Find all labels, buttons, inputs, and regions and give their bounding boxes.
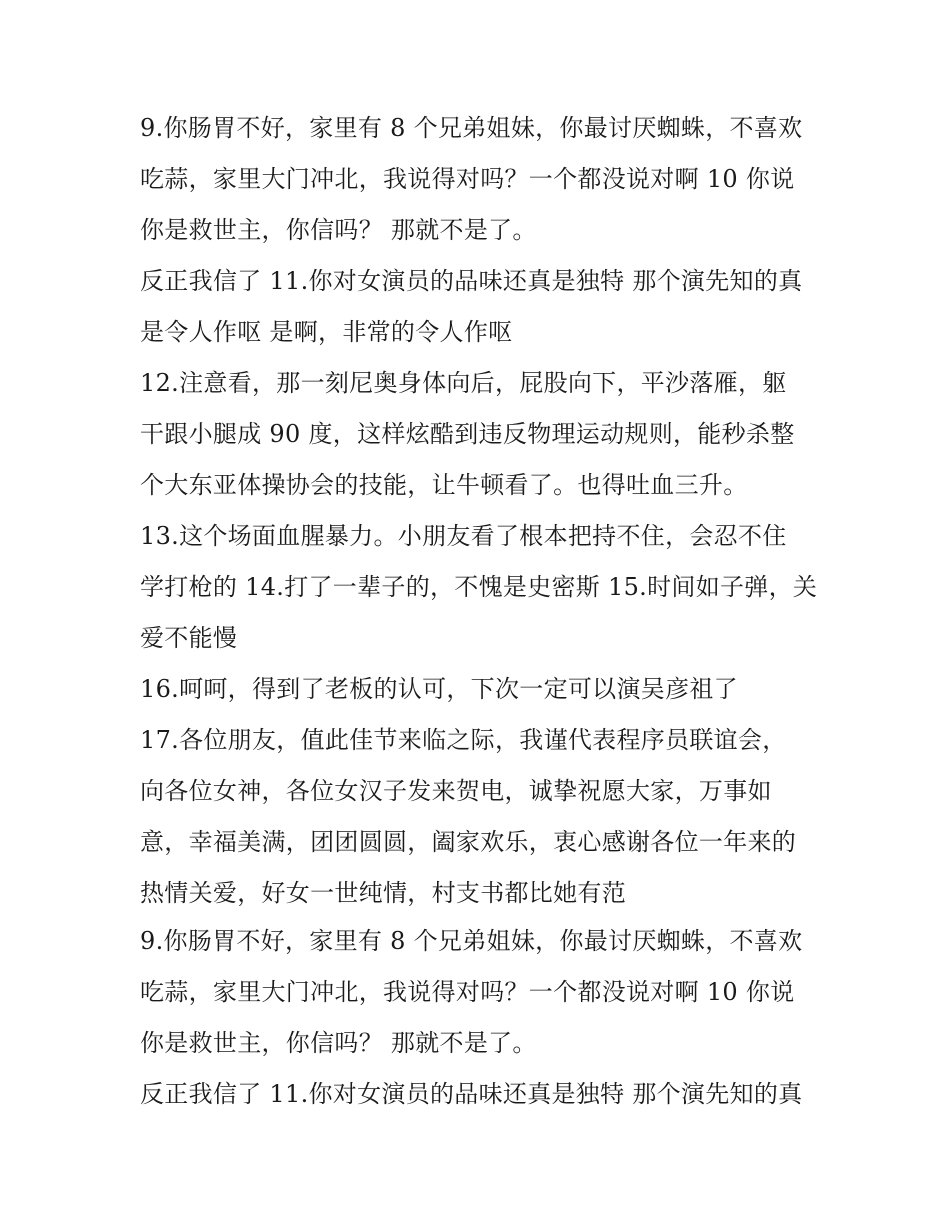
- text-line: 13.这个场面血腥暴力。小朋友看了根本把持不住，会忍不住: [140, 522, 787, 550]
- text-line: 9.你肠胃不好，家里有 8 个兄弟姐妹，你最讨厌蜘蛛，不喜欢: [140, 927, 803, 955]
- text-line: 个大东亚体操协会的技能，让牛顿看了。也得吐血三升。: [140, 471, 748, 499]
- text-line: 16.呵呵，得到了老板的认可，下次一定可以演吴彦祖了: [140, 675, 738, 703]
- text-line: 吃蒜，家里大门冲北，我说得对吗？一个都没说对啊 10 你说: [140, 978, 795, 1006]
- text-line: 意，幸福美满，团团圆圆，阖家欢乐，衷心感谢各位一年来的: [140, 828, 797, 856]
- text-line: 12.注意看，那一刻尼奥身体向后，屁股向下，平沙落雁，躯: [140, 369, 787, 397]
- text-line: 17.各位朋友，值此佳节来临之际，我谨代表程序员联谊会，: [140, 726, 787, 754]
- text-line: 你是救世主，你信吗？ 那就不是了。: [140, 1029, 537, 1057]
- text-line: 向各位女神，各位女汉子发来贺电，诚挚祝愿大家，万事如: [140, 777, 772, 805]
- text-line: 反正我信了 11.你对女演员的品味还真是独特 那个演先知的真: [140, 267, 803, 295]
- text-line: 你是救世主，你信吗？ 那就不是了。: [140, 216, 537, 244]
- text-line: 是令人作呕 是啊，非常的令人作呕: [140, 318, 513, 346]
- text-line: 反正我信了 11.你对女演员的品味还真是独特 那个演先知的真: [140, 1080, 803, 1108]
- text-line: 干跟小腿成 90 度，这样炫酷到违反物理运动规则，能秒杀整: [140, 420, 795, 448]
- document-body: [140, 103, 820, 1120]
- text-line: 热情关爱，好女一世纯情，村支书都比她有范: [140, 879, 626, 907]
- text-line: 学打枪的 14.打了一辈子的，不愧是史密斯 15.时间如子弹，关: [140, 573, 818, 601]
- text-line: 爱不能慢: [140, 624, 238, 652]
- text-line: 9.你肠胃不好，家里有 8 个兄弟姐妹，你最讨厌蜘蛛，不喜欢: [140, 114, 803, 142]
- text-line: 吃蒜，家里大门冲北，我说得对吗？一个都没说对啊 10 你说: [140, 165, 795, 193]
